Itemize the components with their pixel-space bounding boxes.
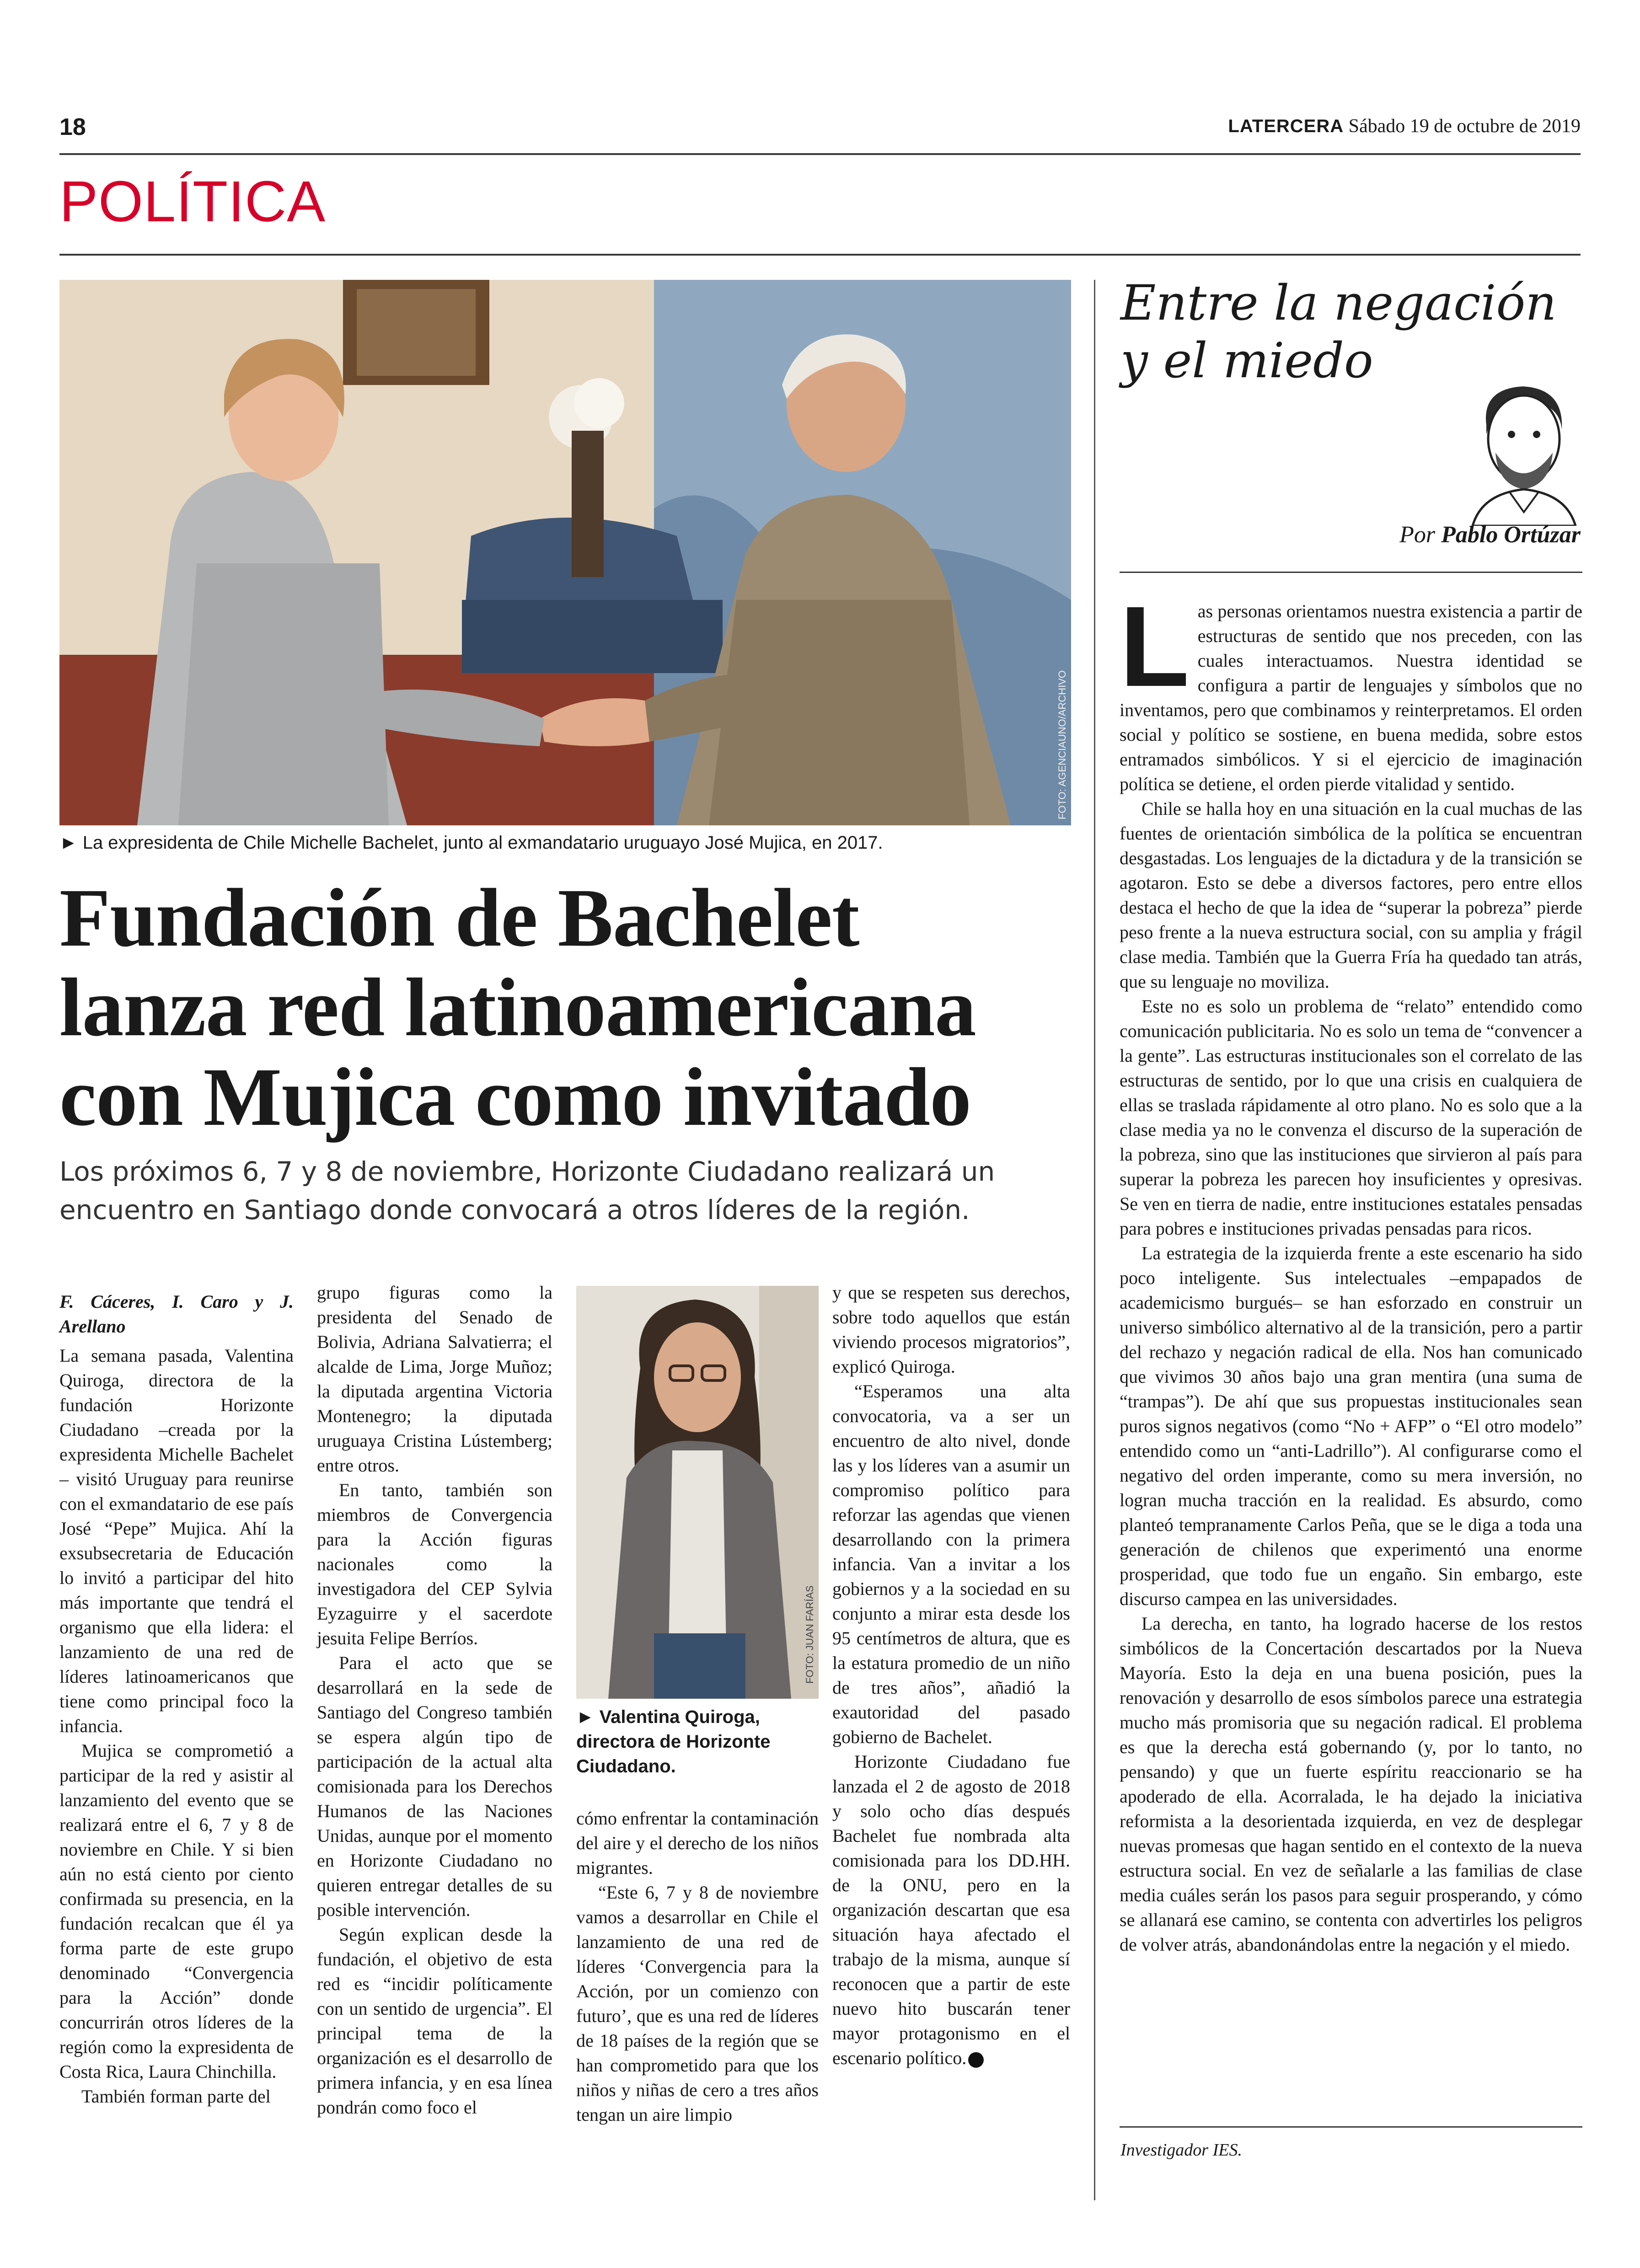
opinion-footer-rule [1120, 2126, 1582, 2128]
headline-line-2: lanza red latinoamericana [59, 962, 976, 1054]
opinion-author-affiliation: Investigador IES. [1120, 2140, 1242, 2160]
bachelet-mujica-photo [59, 280, 1071, 825]
article-paragraph [832, 1749, 1070, 2070]
opinion-paragraph: Chile se halla hoy en una situación en la cual muchas de las fuentes de orientación simbólica de la política se encuentran desgastadas. Los lenguajes de la dictadura y de la transición se agotaron. Esto se debe a diversos factores, pero entre ellos destaca el hecho de que la idea de “superar la pobreza” pierde peso frente a la nueva estructura social, con su amplia y frágil clase media. También que la Guerra Fría ha quedado tan atrás, que su lenguaje no moviliza. [1120, 798, 1582, 992]
opinion-title-line-2: y el miedo [1120, 332, 1373, 389]
author-portrait-sketch [1454, 375, 1592, 526]
end-mark-icon [968, 2052, 984, 2068]
header-rule [59, 153, 1581, 155]
author-name: Pablo Ortúzar [1441, 522, 1581, 548]
opinion-title [1120, 274, 1582, 390]
author-prefix: Por [1399, 522, 1436, 548]
author-sketch-illustration [1454, 375, 1592, 526]
quiroga-illustration [576, 1286, 819, 1699]
page-number: 18 [59, 114, 86, 140]
opinion-paragraph: La derecha, en tanto, ha logrado hacerse de los restos simbólicos de la Concertación descartados por la Nueva Mayoría. Esto la deja en una buena posición, pues la renovación y desarrollo de esos símbolos parece una estrategia mucho más promisoria que su negación radical. El problema es que la derecha está gobernando (y, por lo tanto, no pensando) y que un fuerte espíritu reaccionario se ha apoderado de ella. Acorralada, le ha dejado la iniciativa reformista a la desorientada izquierda, en vez de desplegar nuevas promesas que hagan sentido en el contexto de la nueva estructura social. En vez de señalarle a las familias de clase media cuáles serán los pasos para seguir prosperando, y cómo se allanará ese camino, se contenta con advertirles los peligros de volver atrás, abandonándolas entre la negación y el miedo. [1120, 1613, 1582, 1955]
column-divider [1094, 280, 1095, 2200]
headline-line-3: con Mujica como invitado [59, 1051, 971, 1143]
article-paragraph: “Este 6, 7 y 8 de noviembre vamos a desarrollar en Chile el lanzamiento de una red de líderes ‘Convergencia para la Acción, por un comienzo con futuro’, que es una red de líderes de 18 países de la región que se han comprometido para que los niños y niñas de cero a tres años tengan un aire limpio [576, 1882, 819, 2125]
article-paragraph: La semana pasada, Valentina Quiroga, directora de la fundación Horizonte Ciudadano –creada por la expresidenta Michelle Bachelet – visitó Uruguay para reunirse con el exmandatario de ese país José “Pepe” Mujica. Ahí la exsubsecretaria de Educación lo invitó a participar del hito más importante que tendrá el organismo que ella lidera: el lanzamiento de una red de líderes latinoamericanos que tiene como principal foco la infancia. [59, 1345, 294, 1736]
article-column-3 [576, 1806, 819, 2127]
section-label: POLÍTICA [59, 169, 326, 234]
article-column-4 [832, 1280, 1070, 2070]
main-photo-credit: FOTO: AGENCIAUNO/ARCHIVO [1056, 670, 1068, 819]
opinion-title-line-1: Entre la negación [1120, 275, 1557, 331]
opinion-paragraph: Este no es solo un problema de “relato” entendido como comunicación publicitaria. No es solo un tema de “convencer a la gente”. Las estructuras institucionales son el correlato de las estructuras de sentido, por lo que una crisis en cualquiera de ellas se traslada rápidamente al otro plano. No es solo que a la clase media ya no le convenza el discurso de la superación de la pobreza, sino que las instituciones que sirvieron al país para superar la pobreza les parecen hoy insuficientes y opresivas. Se ven en tierra de nadie, entre instituciones estatales pensadas para pobres e instituciones privadas pensadas para ricos. [1120, 996, 1582, 1239]
article-paragraph: cómo enfrentar la contaminación del aire y el derecho de los niños migrantes. [576, 1808, 819, 1878]
opinion-author [1399, 521, 1581, 548]
masthead [1228, 115, 1581, 137]
article-byline: F. Cáceres, I. Caro y J. Arellano [59, 1291, 294, 1337]
main-photo-caption: ► La expresidenta de Chile Michelle Bachelet, junto al exmandatario uruguayo José Mujica, en 2017. [59, 833, 883, 853]
opinion-rule [1120, 572, 1582, 573]
bachelet-mujica-illustration [59, 280, 1071, 825]
article-column-2 [317, 1280, 552, 2120]
opinion-body [1120, 583, 1582, 1957]
article-paragraph: “Esperamos una alta convocatoria, va a ser un encuentro de alto nivel, donde las y los líderes van a asumir un compromiso político para reforzar las agendas que vienen desarrollando con la primera infancia. Van a invitar a los gobiernos y a la sociedad en su conjunto a mirar esta desde los 95 centímetros de altura, que es la estatura promedio de un niño de tres años”, añadió la exautoridad del pasado gobierno de Bachelet. [832, 1381, 1070, 1747]
newspaper-brand: LATERCERA [1228, 116, 1344, 136]
article-paragraph: En tanto, también son miembros de Convergencia para la Acción figuras nacionales como la investigadora del CEP Sylvia Eyzaguirre y el sacerdote jesuita Felipe Berríos. [317, 1480, 552, 1648]
main-headline [59, 873, 1079, 1142]
article-paragraph: y que se respeten sus derechos, sobre todo aquellos que están viviendo procesos migratorios”, explicó Quiroga. [832, 1282, 1070, 1377]
section-rule [59, 254, 1581, 256]
article-last-paragraph-text: Horizonte Ciudadano fue lanzada el 2 de agosto de 2018 y solo ocho días después Bachelet fue nombrada alta comisionada para los DD.HH. de la ONU, pero en la organización descartan que esa situación haya afectado el trabajo de la misma, aunque sí reconocen que a partir de este nuevo hito buscarán tener mayor protagonismo en el escenario político. [832, 1751, 1070, 2068]
article-column-1 [59, 1289, 294, 2109]
quiroga-photo-caption: ► Valentina Quiroga, directora de Horizonte Ciudadano. [576, 1707, 771, 1776]
opinion-first-paragraph-text: as personas orientamos nuestra existencia a partir de estructuras de sentido que nos preceden, con las cuales interactuamos. Nuestra identidad se configura a partir de lenguajes y símbolos que no inventamos, pero que combinamos y reinterpretamos. El orden social y político se sostiene, en buena medida, sobre estos entramados simbólicos. Y si el ejercicio de imaginación política se detiene, el orden pierde vitalidad y sentido. [1120, 601, 1582, 794]
opinion-paragraph [1120, 583, 1582, 797]
article-paragraph: Para el acto que se desarrollará en la sede de Santiago del Congreso también se espera algún tipo de participación de la actual alta comisionada para los Derechos Humanos de las Naciones Unidas, aunque por el momento en Horizonte Ciudadano no quieren entregar detalles de su posible intervención. [317, 1653, 552, 1920]
quiroga-photo-credit: FOTO: JUAN FARÍAS [804, 1585, 815, 1684]
headline-line-1: Fundación de Bachelet [59, 872, 859, 964]
issue-date: Sábado 19 de octubre de 2019 [1348, 116, 1581, 137]
quiroga-photo [576, 1286, 819, 1699]
article-paragraph: Según explican desde la fundación, el objetivo de esta red es “incidir políticamente con un sentido de urgencia”. El principal tema de la organización es el desarrollo de primera infancia, y en esa línea pondrán como foco el [317, 1924, 552, 2118]
article-paragraph: Mujica se comprometió a participar de la red y asistir al lanzamiento del evento que se realizará entre el 6, 7 y 8 de noviembre en Chile. Y si bien aún no está ciento por ciento confirmada su presencia, en la fundación recalcan que él ya forma parte de este grupo denominado “Convergencia para la Acción” donde concurrirán otros líderes de la región como la expresidenta de Costa Rica, Laura Chinchilla. [59, 1740, 294, 2082]
opinion-paragraph: La estrategia de la izquierda frente a este escenario ha sido poco inteligente. Sus intelectuales –empapados de academicismo burgués– se han esforzado en construir un universo simbólico alternativo al de la transición, pero a partir del rechazo y negación radical de ella. Nos han comunicado que vivimos 30 años bajo una gran mentira (una suma de “trampas”). De ahí que sus propuestas institucionales sean puros signos negativos (como “No + AFP” o “El otro modelo” entendido como un “anti-Ladrillo”). Al configurarse como el negativo del orden imperante, como su mera inversión, no logran mucha tracción en la realidad. Es absurdo, como planteó tempranamente Carlos Peña, que se le diga a toda una generación de chilenos que experimentó una enorme prosperidad, que todo fue un engaño. Sin embargo, este discurso campea en las universidades. [1120, 1243, 1582, 1609]
article-paragraph: También forman parte del [81, 2086, 271, 2107]
drop-cap: L [1120, 583, 1190, 710]
article-paragraph: grupo figuras como la presidenta del Senado de Bolivia, Adriana Salvatierra; el alcalde de Lima, Jorge Muñoz; la diputada argentina Victoria Montenegro; la diputada uruguaya Cristina Lústemberg; entre otros. [317, 1282, 552, 1476]
article-deck: Los próximos 6, 7 y 8 de noviembre, Horizonte Ciudadano realizará un encuentro en Santiago donde convocará a otros líderes de la región. [59, 1156, 995, 1225]
